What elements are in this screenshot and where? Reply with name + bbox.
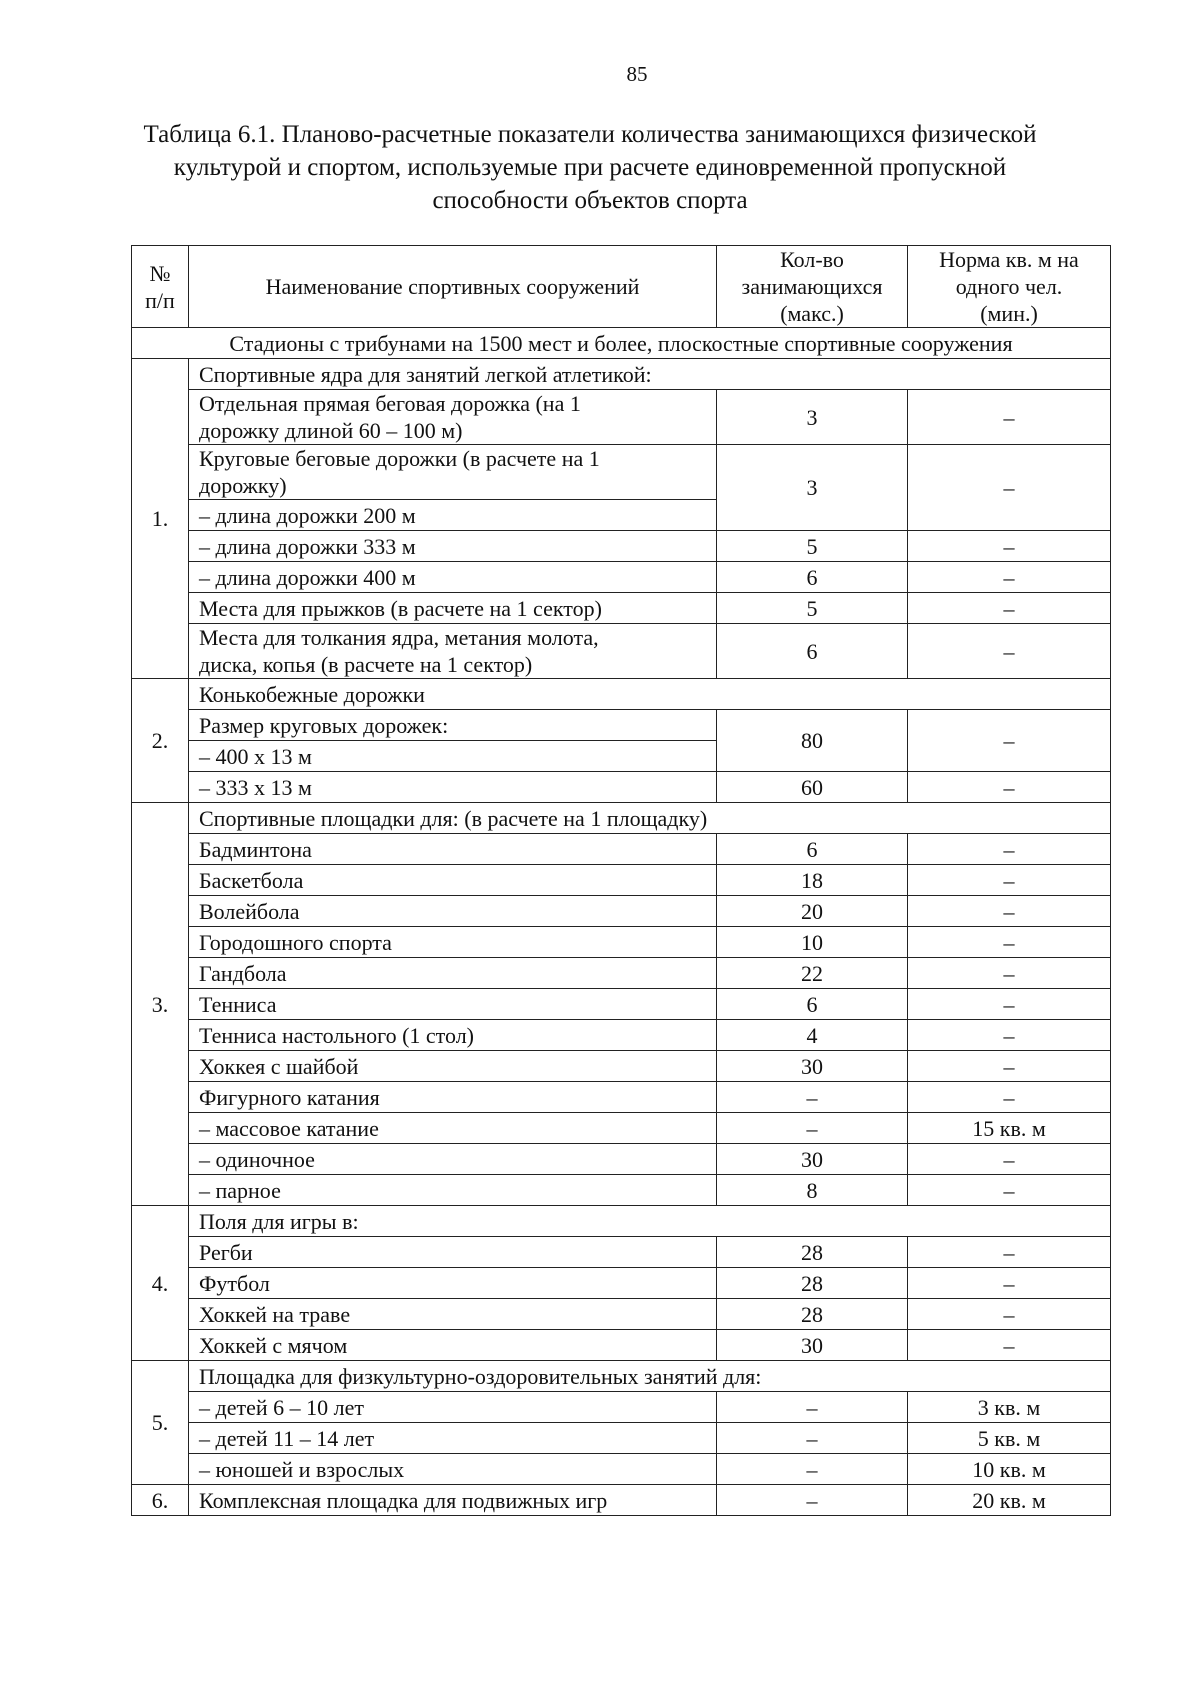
quantity-cell: 28 (717, 1237, 908, 1268)
header-quantity-line: занимающихся (741, 274, 883, 299)
table-row (132, 803, 1111, 834)
header-quantity-line: (макс.) (780, 301, 844, 326)
row-number: 6. (132, 1485, 189, 1516)
sports-facilities-table (131, 245, 1111, 1516)
quantity-cell: 30 (717, 1051, 908, 1082)
table-row (132, 1206, 1111, 1237)
facility-name-line: Отдельная прямая беговая дорожка (на 1 (199, 391, 581, 416)
table-row (132, 710, 1111, 741)
group-title: Поля для игры в: (189, 1206, 1111, 1237)
quantity-cell: 18 (717, 865, 908, 896)
norm-cell: – (908, 1144, 1111, 1175)
norm-cell: – (908, 1020, 1111, 1051)
facility-name: – массовое катание (189, 1113, 717, 1144)
norm-cell: – (908, 989, 1111, 1020)
table-row (132, 445, 1111, 500)
facility-name: Хоккей с мячом (189, 1330, 717, 1361)
table-row (132, 989, 1111, 1020)
header-name: Наименование спортивных сооружений (189, 246, 717, 328)
table-row (132, 927, 1111, 958)
norm-cell: – (908, 1082, 1111, 1113)
table-row (132, 1020, 1111, 1051)
table-row (132, 772, 1111, 803)
table-header-row (132, 246, 1111, 328)
quantity-cell: 5 (717, 531, 908, 562)
norm-cell: – (908, 1330, 1111, 1361)
norm-cell: – (908, 896, 1111, 927)
facility-name (189, 624, 717, 679)
facility-name: Размер круговых дорожек: (189, 710, 717, 741)
norm-cell: – (908, 958, 1111, 989)
norm-cell: 5 кв. м (908, 1423, 1111, 1454)
norm-cell: – (908, 710, 1111, 772)
quantity-cell: – (717, 1423, 908, 1454)
norm-cell: – (908, 865, 1111, 896)
facility-name: – длина дорожки 400 м (189, 562, 717, 593)
header-norm-line: Норма кв. м на (939, 247, 1079, 272)
group-title: Конькобежные дорожки (189, 679, 1111, 710)
facility-name: – детей 6 – 10 лет (189, 1392, 717, 1423)
facility-name: Гандбола (189, 958, 717, 989)
norm-cell: – (908, 1051, 1111, 1082)
facility-name: – парное (189, 1175, 717, 1206)
norm-cell: – (908, 834, 1111, 865)
table-row (132, 1113, 1111, 1144)
quantity-cell: 3 (717, 445, 908, 531)
norm-cell: 20 кв. м (908, 1485, 1111, 1516)
table-row (132, 593, 1111, 624)
table-row (132, 834, 1111, 865)
facility-name: – 333 х 13 м (189, 772, 717, 803)
header-number-line: п/п (145, 287, 175, 313)
header-number-line: № (149, 260, 171, 286)
quantity-cell: 80 (717, 710, 908, 772)
norm-cell: 15 кв. м (908, 1113, 1111, 1144)
quantity-cell: 28 (717, 1299, 908, 1330)
quantity-cell: – (717, 1082, 908, 1113)
norm-cell: – (908, 1175, 1111, 1206)
quantity-cell: 60 (717, 772, 908, 803)
table-row (132, 1175, 1111, 1206)
facility-name: Места для прыжков (в расчете на 1 сектор) (189, 593, 717, 624)
header-norm-line: (мин.) (980, 301, 1038, 326)
table-row (132, 562, 1111, 593)
header-quantity-line: Кол-во (780, 247, 844, 272)
facility-name (189, 445, 717, 500)
facility-name: – 400 х 13 м (189, 741, 717, 772)
row-number: 2. (132, 679, 189, 803)
table-row (132, 865, 1111, 896)
facility-name: – детей 11 – 14 лет (189, 1423, 717, 1454)
quantity-cell: – (717, 1454, 908, 1485)
quantity-cell: – (717, 1485, 908, 1516)
section-title: Стадионы с трибунами на 1500 мест и более, плоскостные спортивные сооружения (132, 328, 1111, 359)
facility-name-line: диска, копья (в расчете на 1 сектор) (199, 652, 533, 677)
facility-name: Баскетбола (189, 865, 717, 896)
facility-name: Тенниса (189, 989, 717, 1020)
quantity-cell: – (717, 1392, 908, 1423)
header-norm (908, 246, 1111, 328)
table-row (132, 679, 1111, 710)
quantity-cell: 4 (717, 1020, 908, 1051)
norm-cell: – (908, 1299, 1111, 1330)
quantity-cell: 8 (717, 1175, 908, 1206)
table-row (132, 1423, 1111, 1454)
norm-cell: – (908, 1268, 1111, 1299)
table-row (132, 1082, 1111, 1113)
table-row (132, 896, 1111, 927)
norm-cell: 3 кв. м (908, 1392, 1111, 1423)
table-row (132, 1392, 1111, 1423)
quantity-cell: 3 (717, 390, 908, 445)
table-row (132, 359, 1111, 390)
quantity-cell: 10 (717, 927, 908, 958)
facility-name: – юношей и взрослых (189, 1454, 717, 1485)
group-title: Спортивные площадки для: (в расчете на 1 площадку) (189, 803, 1111, 834)
norm-cell: – (908, 927, 1111, 958)
facility-name: Тенниса настольного (1 стол) (189, 1020, 717, 1051)
norm-cell: 10 кв. м (908, 1454, 1111, 1485)
caption-line: культурой и спортом, используемые при расчете единовременной пропускной (173, 154, 1007, 181)
row-number: 1. (132, 359, 189, 679)
table-row (132, 1268, 1111, 1299)
header-quantity (717, 246, 908, 328)
quantity-cell: 20 (717, 896, 908, 927)
table-row (132, 1237, 1111, 1268)
quantity-cell: – (717, 1113, 908, 1144)
facility-name: Волейбола (189, 896, 717, 927)
table-row (132, 390, 1111, 445)
table-row (132, 624, 1111, 679)
quantity-cell: 30 (717, 1144, 908, 1175)
norm-cell: – (908, 772, 1111, 803)
facility-name: – длина дорожки 333 м (189, 531, 717, 562)
facility-name-line: дорожку длиной 60 – 100 м) (199, 418, 463, 443)
header-number (132, 246, 189, 328)
quantity-cell: 22 (717, 958, 908, 989)
table-row (132, 1485, 1111, 1516)
norm-cell: – (908, 562, 1111, 593)
facility-name: Бадминтона (189, 834, 717, 865)
header-norm-line: одного чел. (955, 274, 1063, 299)
norm-cell: – (908, 531, 1111, 562)
facility-name: Комплексная площадка для подвижных игр (189, 1485, 717, 1516)
facility-name: Регби (189, 1237, 717, 1268)
facility-name: Фигурного катания (189, 1082, 717, 1113)
facility-name-line: Места для толкания ядра, метания молота, (199, 625, 599, 650)
quantity-cell: 6 (717, 624, 908, 679)
facility-name: Хоккея с шайбой (189, 1051, 717, 1082)
table-row (132, 1299, 1111, 1330)
norm-cell: – (908, 593, 1111, 624)
norm-cell: – (908, 390, 1111, 445)
facility-name: – длина дорожки 200 м (189, 500, 717, 531)
table-row (132, 1144, 1111, 1175)
row-number: 3. (132, 803, 189, 1206)
facility-name: Хоккей на траве (189, 1299, 717, 1330)
norm-cell: – (908, 1237, 1111, 1268)
facility-name: Городошного спорта (189, 927, 717, 958)
quantity-cell: 6 (717, 562, 908, 593)
table-row (132, 1330, 1111, 1361)
quantity-cell: 30 (717, 1330, 908, 1361)
table-row (132, 1361, 1111, 1392)
table-row (132, 958, 1111, 989)
table-row (132, 1454, 1111, 1485)
page-number: 85 (626, 62, 648, 86)
norm-cell: – (908, 445, 1111, 531)
caption-line: Таблица 6.1. Планово-расчетные показатели количества занимающихся физической (143, 121, 1037, 148)
group-title: Спортивные ядра для занятий легкой атлетикой: (189, 359, 1111, 390)
section-row (132, 328, 1111, 359)
row-number: 4. (132, 1206, 189, 1361)
facility-name: Футбол (189, 1268, 717, 1299)
caption-line: способности объектов спорта (432, 187, 748, 214)
quantity-cell: 6 (717, 989, 908, 1020)
norm-cell: – (908, 624, 1111, 679)
facility-name: – одиночное (189, 1144, 717, 1175)
table-row (132, 531, 1111, 562)
table-row (132, 1051, 1111, 1082)
facility-name (189, 390, 717, 445)
quantity-cell: 5 (717, 593, 908, 624)
group-title: Площадка для физкультурно-оздоровительных занятий для: (189, 1361, 1111, 1392)
facility-name-line: Круговые беговые дорожки (в расчете на 1 (199, 446, 600, 471)
row-number: 5. (132, 1361, 189, 1485)
quantity-cell: 28 (717, 1268, 908, 1299)
facility-name-line: дорожку) (199, 473, 287, 498)
table-caption (118, 118, 1062, 217)
quantity-cell: 6 (717, 834, 908, 865)
